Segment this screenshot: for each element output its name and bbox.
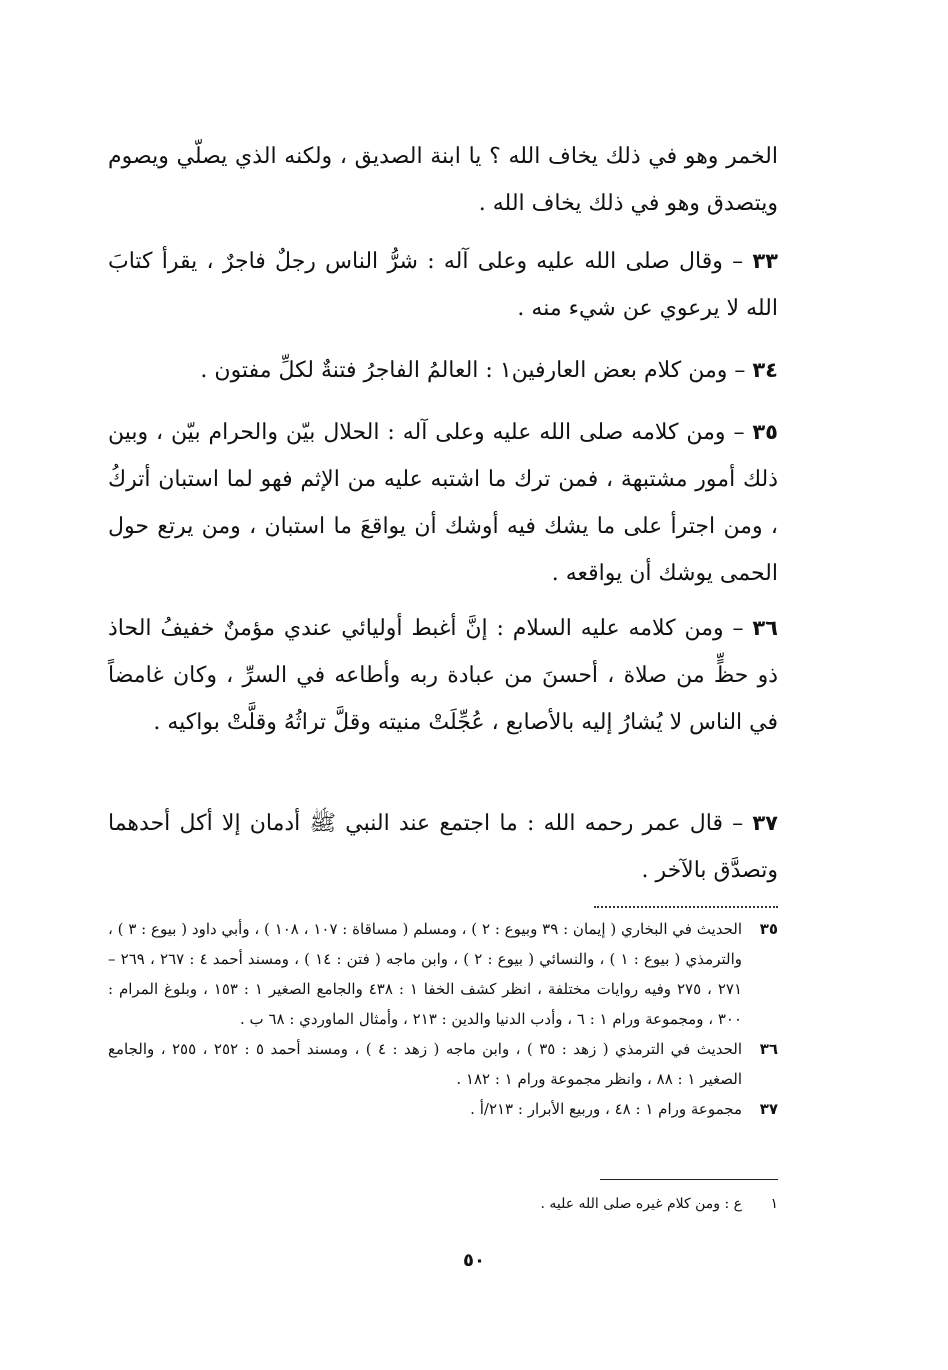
- footnote-text: ع : ومن كلام غيره صلى الله عليه .: [540, 1196, 742, 1212]
- paragraph-number: ٣٦: [752, 616, 778, 640]
- note-text: الحديث في الترمذي ( زهد : ٣٥ ) ، وابن ماجه ( زهد : ٤ ) ، ومسند أحمد ٥ : ٢٥٢ ، ٢٥٥ ، والجامع الصغير ١ : ٨٨ ، وانظر مجموعة ورام ١ : ١٨٢ .: [108, 1040, 742, 1088]
- footnote-divider: [600, 1179, 778, 1180]
- paragraph-text: – ومن كلام بعض العارفين١ : العالمُ الفاجرُ فتنةٌ لكلِّ مفتون .: [200, 358, 753, 383]
- page-number: ٥٠: [463, 1250, 485, 1271]
- paragraph-text: – قال عمر رحمه الله : ما اجتمع عند النبي ﷺ أدمان إلا أكل أحدهما وتصدَّق بالآخر .: [108, 811, 778, 883]
- paragraph-text: – وقال صلى الله عليه وعلى آله : شرُّ الناس رجلٌ فاجرٌ ، يقرأ كتابَ الله لا يرعوي عن شيء منه .: [108, 249, 778, 321]
- source-note-37: [108, 1094, 778, 1124]
- paragraph-continuation: [108, 133, 778, 227]
- source-note-35: [108, 914, 778, 1034]
- paragraph-34: [108, 347, 778, 394]
- note-number: ٣٦: [759, 1040, 778, 1058]
- footnote: [108, 1190, 778, 1218]
- note-number: ٣٥: [759, 920, 778, 938]
- note-text: الحديث في البخاري ( إيمان : ٣٩ وبيوع : ٢ ) ، ومسلم ( مساقاة : ١٠٧ ، ١٠٨ ) ، وأبي داود ( بيوع : ٣ ) ، والترمذي ( بيوع : ١ ) ، والنسائي ( بيوع : ٢ ) ، وابن ماجه ( فتن : ١٤ ) ، ومسند أحمد ٤ : ٢٦٧ ، ٢٦٩ – ٢٧١ ، ٢٧٥ وفيه روايات مختلفة ، انظر كشف الخفا ١ : ٤٣٨ والجامع الصغير ١ : ١٥٣ ، وبلوغ المرام : ٣٠٠ ، ومجموعة ورام ١ : ٦ ، وأدب الدنيا والدين : ٢١٣ ، وأمثال الماوردي : ٦٨ ب .: [108, 920, 742, 1028]
- source-notes: [108, 914, 778, 1124]
- notes-divider: [594, 906, 778, 908]
- note-number: ٣٧: [759, 1100, 778, 1118]
- footnote-number: ١: [770, 1196, 778, 1212]
- paragraph-number: ٣٤: [752, 358, 778, 382]
- paragraph-number: ٣٣: [752, 249, 778, 273]
- source-note-36: [108, 1034, 778, 1094]
- paragraph-text: – ومن كلامه عليه السلام : إنَّ أغبط أوليائي عندي مؤمنٌ خفيفُ الحاذ ذو حظٍّ من صلاة ، أحسنَ من عبادة ربه وأطاعه في السرِّ ، وكان غامضاً في الناس لا يُشارُ إليه بالأصابع ، عُجِّلَتْ منيته وقلَّ تراثُهُ وقلَّتْ بواكيه .: [108, 616, 778, 735]
- paragraph-number: ٣٧: [752, 811, 778, 835]
- paragraph-37: [108, 800, 778, 894]
- paragraph-number: ٣٥: [752, 420, 778, 444]
- paragraph-33: [108, 238, 778, 332]
- paragraph-35: [108, 409, 778, 597]
- paragraph-36: [108, 605, 778, 746]
- note-text: مجموعة ورام ١ : ٤٨ ، وربيع الأبرار : ٢١٣/أ .: [470, 1100, 742, 1118]
- paragraph-text: – ومن كلامه صلى الله عليه وعلى آله : الحلال بيّن والحرام بيّن ، وبين ذلك أمور مشتبهة ، فمن ترك ما اشتبه عليه من الإثم فهو لما استبان أتركُ ، ومن اجترأ على ما يشك فيه أوشك أن يواقعَ ما استبان ، ومن يرتع حول الحمى يوشك أن يواقعه .: [108, 420, 778, 586]
- paragraph-text: الخمر وهو في ذلك يخاف الله ؟ يا ابنة الصديق ، ولكنه الذي يصلّي ويصوم ويتصدق وهو في ذلك يخاف الله .: [108, 144, 778, 216]
